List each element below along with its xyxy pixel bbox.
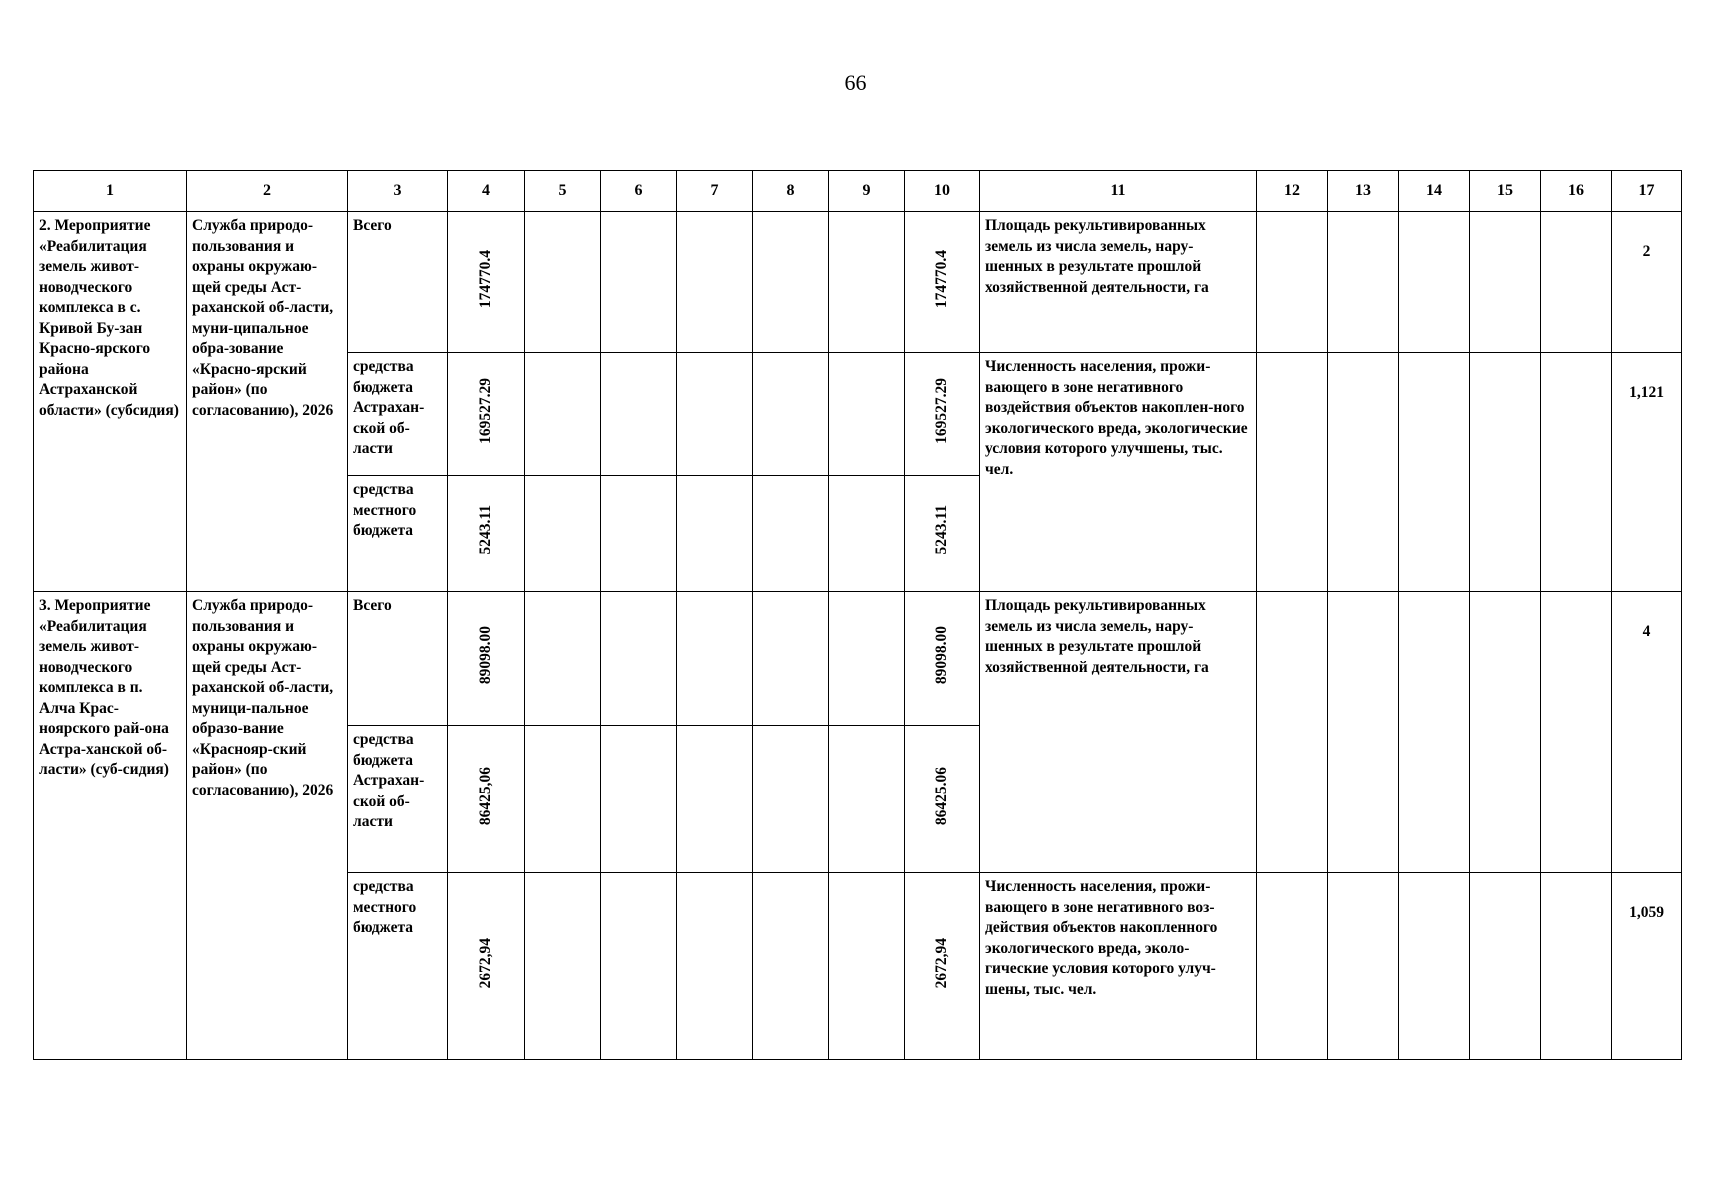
header-cell: 5 xyxy=(525,171,601,212)
empty-cell xyxy=(677,592,753,726)
empty-cell xyxy=(753,873,829,1060)
empty-cell xyxy=(753,353,829,476)
indicator-text: Площадь рекультивированных земель из числа земель, нару-шенных в результате прошлой хозяйственной деятельности, га xyxy=(980,212,1257,353)
empty-cell xyxy=(1541,873,1612,1060)
empty-cell xyxy=(601,353,677,476)
empty-cell xyxy=(753,476,829,592)
header-cell: 10 xyxy=(905,171,980,212)
empty-cell xyxy=(1399,873,1470,1060)
empty-cell xyxy=(601,592,677,726)
indicator-value: 4 xyxy=(1612,592,1682,873)
amount-col4: 5243.11 xyxy=(448,476,525,592)
empty-cell xyxy=(1399,353,1470,592)
data-table xyxy=(33,170,1682,1060)
empty-cell xyxy=(829,726,905,873)
amount-col10: 174770.4 xyxy=(905,212,980,353)
empty-cell xyxy=(829,476,905,592)
page-number: 66 xyxy=(844,70,867,95)
empty-cell xyxy=(829,873,905,1060)
header-cell: 4 xyxy=(448,171,525,212)
empty-cell xyxy=(1328,212,1399,353)
indicator-value: 2 xyxy=(1612,212,1682,353)
indicator-text: Площадь рекультивированных земель из числа земель, нару-шенных в результате прошлой хозяйственной деятельности, га xyxy=(980,592,1257,873)
header-cell: 11 xyxy=(980,171,1257,212)
indicator-text: Численность населения, прожи-вающего в зоне негативного воз-действия объектов накопленного экологического вреда, эколо-гические условия которого улуч-шены, тыс. чел. xyxy=(980,873,1257,1060)
empty-cell xyxy=(829,353,905,476)
amount-col10: 2672,94 xyxy=(905,873,980,1060)
empty-cell xyxy=(1541,592,1612,873)
empty-cell xyxy=(1328,353,1399,592)
empty-cell xyxy=(1257,592,1328,873)
empty-cell xyxy=(1257,873,1328,1060)
header-cell: 6 xyxy=(601,171,677,212)
amount-col10: 5243.11 xyxy=(905,476,980,592)
funding-source: Всего xyxy=(348,212,448,353)
amount-col4: 86425,06 xyxy=(448,726,525,873)
amount-col4: 2672,94 xyxy=(448,873,525,1060)
header-cell: 8 xyxy=(753,171,829,212)
empty-cell xyxy=(525,726,601,873)
funding-source: Всего xyxy=(348,592,448,726)
empty-cell xyxy=(1541,212,1612,353)
amount-col10: 169527.29 xyxy=(905,353,980,476)
empty-cell xyxy=(753,592,829,726)
responsible-executor: Служба природо-пользования и охраны окружаю-щей среды Аст-раханской об-ласти, муници-пальное образо-вание «Краснояр-ский район» (по согласованию), 2026 xyxy=(187,592,348,1060)
header-cell: 13 xyxy=(1328,171,1399,212)
measure-title: 2. Мероприятие «Реабилитация земель живот-новодческого комплекса в с. Кривой Бу-зан Красно-ярского района Астраханской области» (субсидия) xyxy=(34,212,187,592)
empty-cell xyxy=(829,212,905,353)
empty-cell xyxy=(1470,873,1541,1060)
header-cell: 9 xyxy=(829,171,905,212)
amount-col4: 89098.00 xyxy=(448,592,525,726)
measure-title: 3. Мероприятие «Реабилитация земель живот-новодческого комплекса в п. Алча Крас-ноярского рай-она Астра-ханской об-ласти» (суб-сидия) xyxy=(34,592,187,1060)
empty-cell xyxy=(1470,212,1541,353)
funding-source: средства местного бюджета xyxy=(348,476,448,592)
header-cell: 12 xyxy=(1257,171,1328,212)
empty-cell xyxy=(1399,592,1470,873)
empty-cell xyxy=(601,873,677,1060)
header-cell: 7 xyxy=(677,171,753,212)
header-cell: 3 xyxy=(348,171,448,212)
header-cell: 14 xyxy=(1399,171,1470,212)
empty-cell xyxy=(1257,212,1328,353)
empty-cell xyxy=(677,873,753,1060)
header-cell: 17 xyxy=(1612,171,1682,212)
empty-cell xyxy=(601,726,677,873)
empty-cell xyxy=(525,212,601,353)
empty-cell xyxy=(601,476,677,592)
empty-cell xyxy=(525,476,601,592)
empty-cell xyxy=(601,212,677,353)
header-cell: 16 xyxy=(1541,171,1612,212)
empty-cell xyxy=(829,592,905,726)
header-cell: 15 xyxy=(1470,171,1541,212)
indicator-value: 1,059 xyxy=(1612,873,1682,1060)
empty-cell xyxy=(525,873,601,1060)
empty-cell xyxy=(677,726,753,873)
empty-cell xyxy=(677,476,753,592)
funding-source: средства местного бюджета xyxy=(348,873,448,1060)
indicator-value: 1,121 xyxy=(1612,353,1682,592)
empty-cell xyxy=(1257,353,1328,592)
empty-cell xyxy=(753,726,829,873)
empty-cell xyxy=(1541,353,1612,592)
header-cell: 2 xyxy=(187,171,348,212)
indicator-text: Численность населения, прожи-вающего в зоне негативного воздействия объектов накоплен-ного экологического вреда, экологические условия которого улучшены, тыс. чел. xyxy=(980,353,1257,592)
table-row xyxy=(34,212,1682,353)
header-row xyxy=(34,171,1682,212)
empty-cell xyxy=(677,353,753,476)
empty-cell xyxy=(1328,873,1399,1060)
table-row xyxy=(34,592,1682,726)
empty-cell xyxy=(525,592,601,726)
empty-cell xyxy=(1328,592,1399,873)
funding-source: средства бюджета Астрахан-ской об-ласти xyxy=(348,726,448,873)
responsible-executor: Служба природо-пользования и охраны окружаю-щей среды Аст-раханской об-ласти, муни-ципальное обра-зование «Красно-ярский район» (по согласованию), 2026 xyxy=(187,212,348,592)
empty-cell xyxy=(677,212,753,353)
amount-col4: 174770.4 xyxy=(448,212,525,353)
header-cell: 1 xyxy=(34,171,187,212)
funding-source: средства бюджета Астрахан-ской об-ласти xyxy=(348,353,448,476)
empty-cell xyxy=(1470,353,1541,592)
empty-cell xyxy=(1399,212,1470,353)
empty-cell xyxy=(1470,592,1541,873)
empty-cell xyxy=(753,212,829,353)
empty-cell xyxy=(525,353,601,476)
amount-col10: 89098.00 xyxy=(905,592,980,726)
amount-col4: 169527.29 xyxy=(448,353,525,476)
amount-col10: 86425.06 xyxy=(905,726,980,873)
